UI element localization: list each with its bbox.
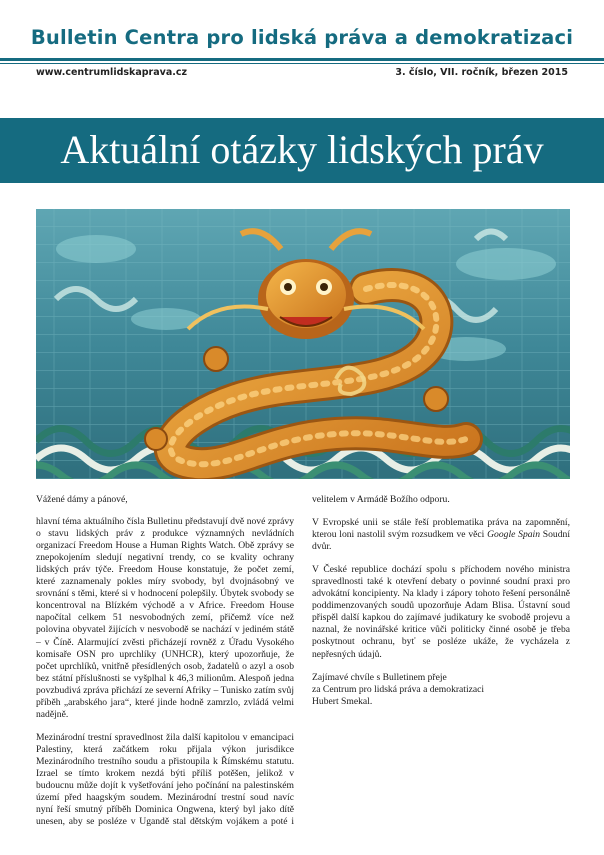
signature bbox=[312, 672, 570, 708]
paragraph-continued: velitelem v Armádě Božího odporu. bbox=[312, 494, 450, 505]
signature-line: Hubert Smekal. bbox=[312, 695, 373, 707]
dragon-photo bbox=[36, 209, 570, 479]
paragraph: Mezinárodní trestní spravedlnost žila další kapitolou v emancipaci Palestiny, která začátkem roku přijala výkon jurisdikce Mezinárodního trestního soudu a přistoupila k Římskému statutu. Izrael se tímto krokem nezdá býti příliš potěšen, jelikož v budoucnu může dojít k vyšetřování jeho počínání na palestinském území před haagským soudem. Mezinárodní trestní soud navíc nyní řeší smutný příběh Dominica Ongwena, který byl jako dítě unesen, aby se posléze v Ugandě stal dětským vojákem a poté i bbox=[36, 731, 294, 828]
paragraph-text: V Evropské unii se stále řeší problematika práva na zapomnění, kterou loni nastolil svým rozsudkem ve věci bbox=[312, 517, 570, 541]
header-rule-thin bbox=[0, 63, 604, 64]
article-column-right bbox=[312, 494, 570, 719]
header-rule bbox=[0, 58, 604, 61]
paragraph-text: Soudní dvůr. bbox=[312, 529, 570, 553]
issue-info: 3. číslo, VII. ročník, březen 2015 bbox=[395, 67, 568, 78]
paragraph bbox=[312, 517, 570, 553]
signature-line: Zajímavé chvíle s Bulletinem přeje bbox=[312, 671, 447, 683]
article-column-left bbox=[36, 494, 294, 839]
signature-line: za Centrum pro lidská práva a demokratizaci bbox=[312, 683, 485, 695]
title-banner bbox=[0, 118, 604, 183]
case-name: Google Spain bbox=[487, 529, 541, 541]
page-title: Aktuální otázky lidských práv bbox=[60, 127, 544, 172]
website-link[interactable]: www.centrumlidskaprava.cz bbox=[36, 67, 188, 78]
paragraph: V České republice dochází spolu s příchodem nového ministra spravedlnosti také k otevření debaty o povinné soudní praxi pro advokátní koncipienty. Na klady i zápory tohoto řešení personálně poddimenzovaných soudů upozorňuje Adam Blisa. Ústavní soud přispěl další kapkou do zajímavé judikatury ke svobodě projevu a naznal, že novinářské kritice vůči politicky činné osobě je třeba poskytnout ochranu, byť se posléze ukáže, že vycházela z nepřesných údajů. bbox=[312, 564, 570, 660]
paragraph: hlavní téma aktuálního čísla Bulletinu představují dvě nové zprávy o stavu lidských práv z produkce významných nevládních organizací Freedom House a Human Rights Watch. Obě zprávy se znepokojením sledují negativní trendy, co se kvality ochrany lidských práv týče. Freedom House konstatuje, že počet zemí, které zaznamenaly pokles míry svobody, byl dvojnásobný ve srovnání s těmi, které si v hodnocení polepšily. Úbytek svobody se koncentroval na Blízkém východě a v Africe. Freedom House napočítal celkem 51 nesvobodných zemí, přičemž více než polovina obyvatel žijících v nesvobodě se nachází v jediném státě – v Číně. Alarmující zvěsti přicházejí rovněž z Úřadu Vysokého komisaře OSN pro uprchlíky (UNHCR), který upozorňuje, že počet uprchlíků, vnitřně přesídlených osob, žadatelů o azyl a osob bez státní příslušnosti se vyšplhal k 46,3 milionům. Alespoň jedna povzbudivá zpráva přichází ze severní Afriky – Tunisko zatím svůj příběh „arabského jara“, které jinde hodně zamrzlo, zvládá velmi nadějně. bbox=[36, 516, 294, 720]
bulletin-title: Bulletin Centra pro lidská práva a demokratizaci bbox=[30, 26, 574, 49]
greeting: Vážené dámy a pánové, bbox=[36, 494, 128, 505]
